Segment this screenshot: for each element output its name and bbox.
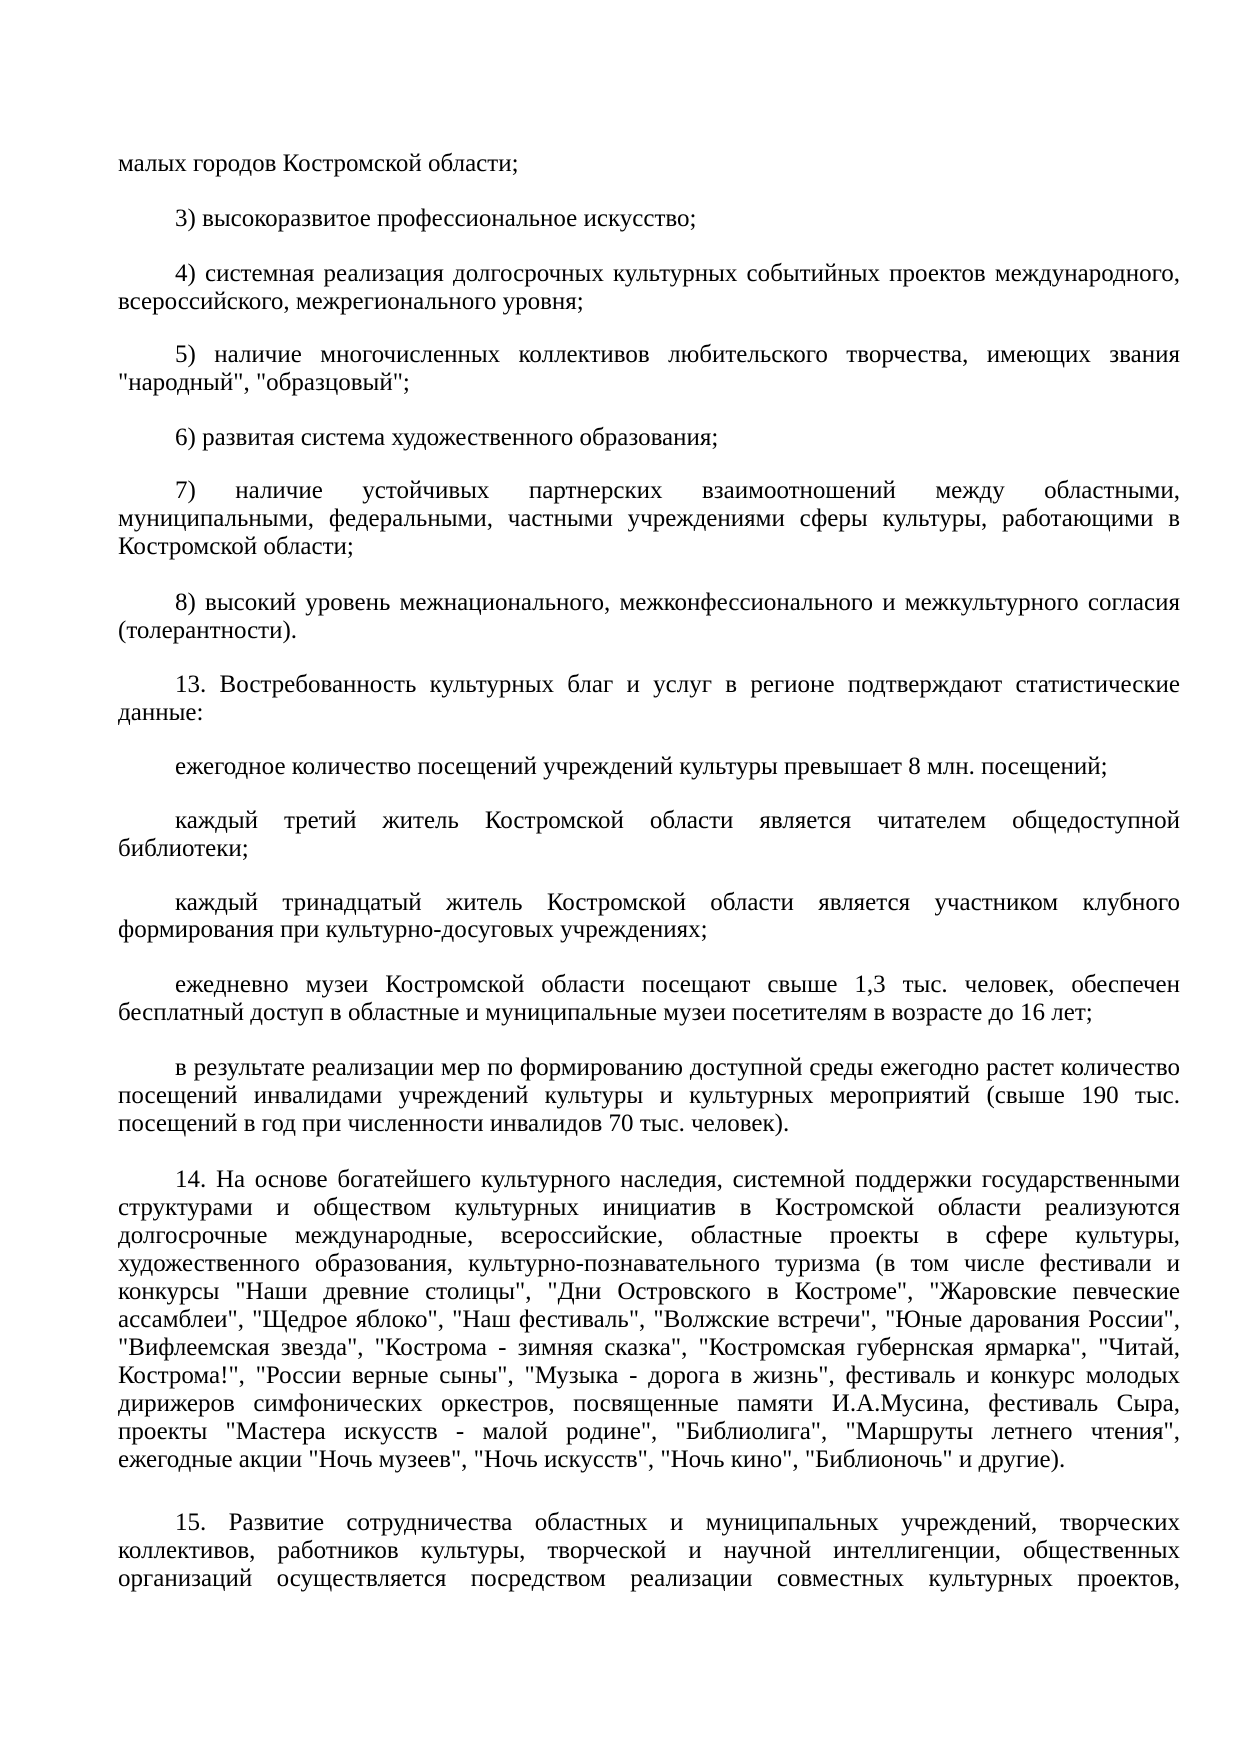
text-line: муниципальными, федеральными, частными учреждениями сферы культуры, работающими в (118, 505, 1180, 532)
text-line: данные: (118, 699, 204, 726)
text-line: 14. На основе богатейшего культурного наследия, системной поддержки государственными (175, 1166, 1180, 1193)
text-line: "народный", "образцовый"; (118, 369, 410, 396)
text-line: 3) высокоразвитое профессиональное искусство; (175, 205, 697, 232)
text-line: каждый третий житель Костромской области является читателем общедоступной (175, 807, 1180, 834)
text-line: ассамблеи", "Щедрое яблоко", "Наш фестиваль", "Волжские встречи", "Юные дарования России", (118, 1306, 1180, 1333)
text-line: дирижеров симфонических оркестров, посвященные памяти И.А.Мусина, фестиваль Сыра, (118, 1390, 1180, 1417)
text-line: посещений инвалидами учреждений культуры и культурных мероприятий (свыше 190 тыс. (118, 1082, 1180, 1109)
text-line: каждый тринадцатый житель Костромской области является участником клубного (175, 889, 1180, 916)
text-line: ежегодные акции "Ночь музеев", "Ночь искусств", "Ночь кино", "Библионочь" и другие). (118, 1446, 1066, 1473)
text-line: 5) наличие многочисленных коллективов любительского творчества, имеющих звания (175, 341, 1180, 368)
text-line: 7) наличие устойчивых партнерских взаимоотношений между областными, (175, 477, 1180, 504)
text-line: 13. Востребованность культурных благ и услуг в регионе подтверждают статистические (175, 671, 1180, 698)
text-line: библиотеки; (118, 835, 249, 862)
text-line: художественного образования, культурно-познавательного туризма (в том числе фестивали и (118, 1250, 1180, 1277)
text-line: ежедневно музеи Костромской области посещают свыше 1,3 тыс. человек, обеспечен (175, 971, 1180, 998)
text-line: конкурсы "Наши древние столицы", "Дни Островского в Костроме", "Жаровские певческие (118, 1278, 1180, 1305)
text-line: Костромской области; (118, 533, 354, 560)
text-line: формирования при культурно-досуговых учреждениях; (118, 916, 708, 943)
text-line: (толерантности). (118, 617, 298, 644)
text-line: бесплатный доступ в областные и муниципальные музеи посетителям в возрасте до 16 лет; (118, 999, 1093, 1026)
text-line: 15. Развитие сотрудничества областных и муниципальных учреждений, творческих (175, 1509, 1180, 1536)
text-line: 4) системная реализация долгосрочных культурных событийных проектов международного, (175, 260, 1180, 287)
text-line: малых городов Костромской области; (118, 150, 519, 177)
text-line: 8) высокий уровень межнационального, межконфессионального и межкультурного согласия (175, 589, 1180, 616)
text-line: Кострома!", "России верные сыны", "Музыка - дорога в жизнь", фестиваль и конкурс молодых (118, 1362, 1180, 1389)
text-line: проекты "Мастера искусств - малой родине", "Библиолига", "Маршруты летнего чтения", (118, 1418, 1180, 1445)
text-line: всероссийского, межрегионального уровня; (118, 288, 584, 315)
text-line: в результате реализации мер по формированию доступной среды ежегодно растет количество (175, 1054, 1180, 1081)
text-line: долгосрочные международные, всероссийские, областные проекты в сфере культуры, (118, 1222, 1180, 1249)
text-line: 6) развитая система художественного образования; (175, 424, 719, 451)
text-line: ежегодное количество посещений учреждений культуры превышает 8 млн. посещений; (175, 753, 1108, 780)
text-line: "Вифлеемская звезда", "Кострома - зимняя сказка", "Костромская губернская ярмарка", "Читай, (118, 1334, 1180, 1361)
text-line: структурами и обществом культурных инициатив в Костромской области реализуются (118, 1194, 1180, 1221)
text-line: организаций осуществляется посредством реализации совместных культурных проектов, (118, 1565, 1180, 1592)
text-line: посещений в год при численности инвалидов 70 тыс. человек). (118, 1110, 790, 1137)
text-line: коллективов, работников культуры, творческой и научной интеллигенции, общественных (118, 1537, 1180, 1564)
